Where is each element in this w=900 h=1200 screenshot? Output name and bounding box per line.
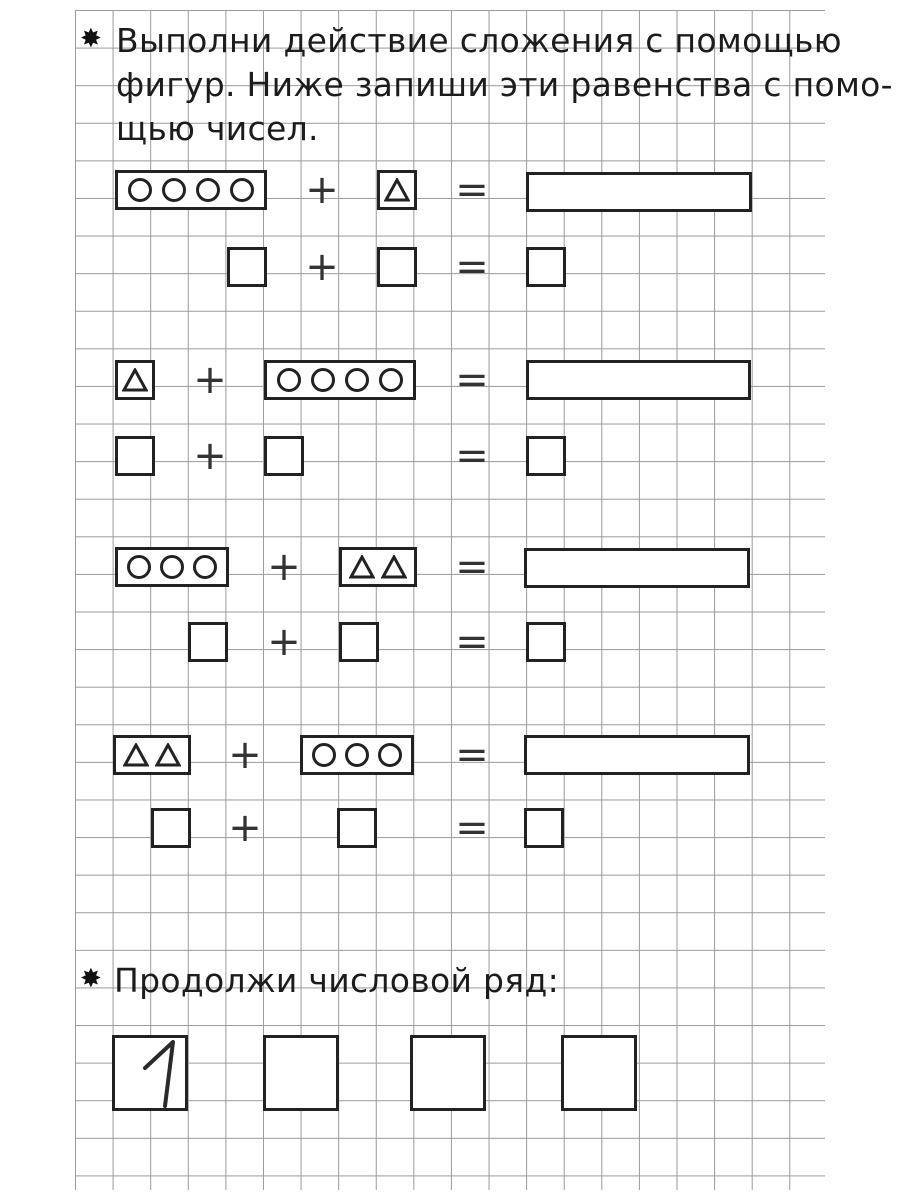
equals-sign: = (455, 544, 489, 590)
circle-shape (193, 555, 217, 579)
shape-group-triangles-2 (339, 547, 417, 587)
circle-shape (311, 368, 335, 392)
triangle-shape (384, 178, 410, 202)
task1-line-3: щью чисел. (116, 109, 319, 148)
circle-shape (230, 178, 254, 202)
circle-shape (160, 555, 184, 579)
circle-shape (345, 743, 369, 767)
plus-sign: + (228, 805, 262, 851)
equals-sign: = (455, 805, 489, 851)
triangle-shape (155, 743, 181, 767)
number-input-cell[interactable] (377, 247, 417, 287)
circle-shape (128, 178, 152, 202)
sequence-cell-1[interactable] (112, 1035, 188, 1111)
answer-shapes-box[interactable] (524, 735, 750, 775)
shape-group-circles-4 (264, 360, 416, 400)
number-input-cell[interactable] (526, 247, 566, 287)
plus-sign: + (193, 357, 227, 403)
circle-shape (312, 743, 336, 767)
number-input-cell[interactable] (115, 436, 155, 476)
circle-shape (196, 178, 220, 202)
plus-sign: + (305, 167, 339, 213)
answer-shapes-box[interactable] (526, 172, 752, 212)
answer-shapes-box[interactable] (526, 360, 751, 400)
number-input-cell[interactable] (337, 808, 377, 848)
plus-sign: + (193, 433, 227, 479)
shape-group-triangle-1 (115, 360, 155, 400)
handwritten-digit (115, 1038, 185, 1108)
circle-shape (378, 743, 402, 767)
number-input-cell[interactable] (151, 808, 191, 848)
circle-shape (162, 178, 186, 202)
triangle-shape (122, 368, 148, 392)
equals-sign: = (455, 732, 489, 778)
sequence-cell-2[interactable] (263, 1035, 339, 1111)
number-input-cell[interactable] (526, 436, 566, 476)
equals-sign: = (455, 433, 489, 479)
sequence-cell-3[interactable] (410, 1035, 486, 1111)
triangle-shape (349, 555, 375, 579)
equals-sign: = (455, 357, 489, 403)
shape-group-triangles-2 (113, 735, 191, 775)
task1-line-1: Выполни действие сложения с помощью (116, 21, 842, 60)
equals-sign: = (455, 244, 489, 290)
number-input-cell[interactable] (526, 622, 566, 662)
circle-shape (127, 555, 151, 579)
number-input-cell[interactable] (227, 247, 267, 287)
task2-text: Продолжи числовой ряд: (114, 961, 559, 1000)
shape-group-triangle-1 (377, 170, 417, 210)
circle-shape (277, 368, 301, 392)
plus-sign: + (228, 732, 262, 778)
triangle-shape (123, 743, 149, 767)
equals-sign: = (455, 619, 489, 665)
shape-group-circles-3 (300, 735, 414, 775)
plus-sign: + (267, 619, 301, 665)
task1-line-2: фигур. Ниже запиши эти равенства с помо- (116, 65, 893, 104)
circle-shape (345, 368, 369, 392)
plus-sign: + (305, 244, 339, 290)
equals-sign: = (455, 167, 489, 213)
number-input-cell[interactable] (188, 622, 228, 662)
number-input-cell[interactable] (264, 436, 304, 476)
plus-sign: + (267, 544, 301, 590)
shape-group-circles-4 (115, 170, 267, 210)
star-bullet-icon: ✸ (80, 964, 102, 994)
answer-shapes-box[interactable] (524, 548, 750, 588)
triangle-shape (381, 555, 407, 579)
sequence-cell-4[interactable] (561, 1035, 637, 1111)
star-bullet-icon: ✸ (80, 24, 102, 54)
number-input-cell[interactable] (524, 808, 564, 848)
number-input-cell[interactable] (339, 622, 379, 662)
shape-group-circles-3 (115, 547, 229, 587)
circle-shape (379, 368, 403, 392)
